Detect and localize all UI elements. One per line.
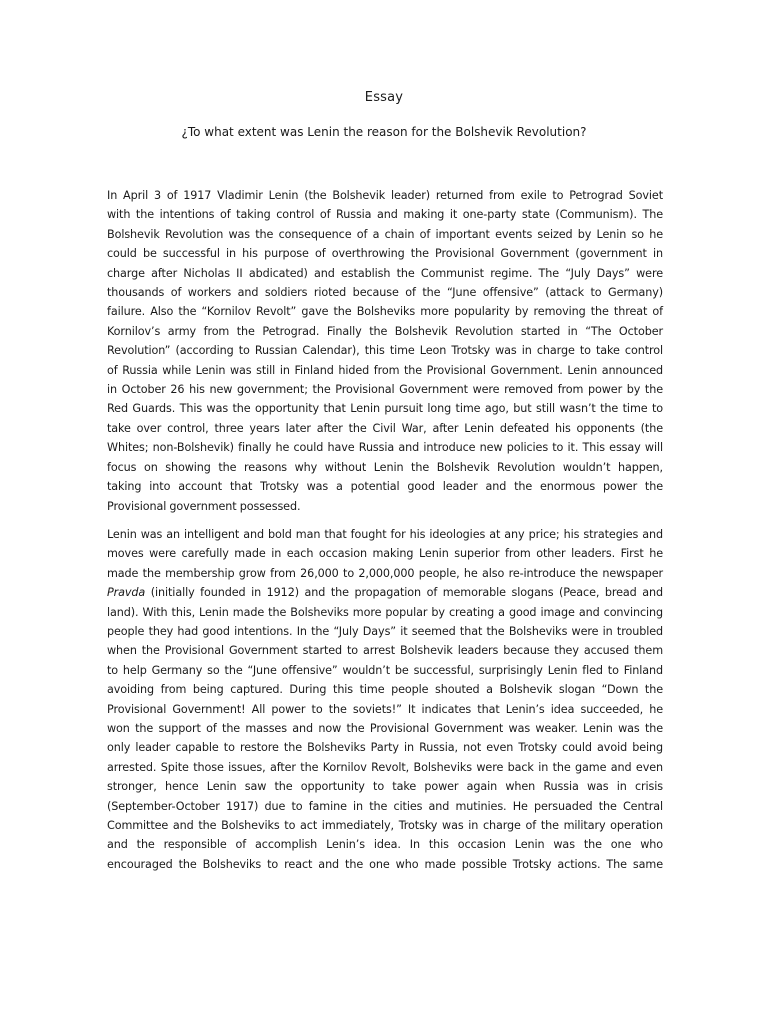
text-line: Kornilov’s army from the Petrograd. Finally the Bolshevik Revolution started in “The October: [107, 324, 663, 338]
text-line: take over control, three years later after the Civil War, after Lenin defeated his opponents (the: [107, 421, 663, 435]
text-line: with the intentions of taking control of Russia and making it one-party state (Communism). The: [107, 208, 663, 222]
text-line: only leader capable to restore the Bolsheviks Party in Russia, not even Trotsky could avoid being: [107, 741, 663, 755]
paragraph-1: [107, 186, 663, 516]
text-line: won the support of the masses and now the Provisional Government was weaker. Lenin was the: [107, 721, 663, 735]
essay-question: ¿To what extent was Lenin the reason for the Bolshevik Revolution?: [181, 125, 587, 139]
text-line: Provisional government possessed.: [107, 499, 301, 513]
essay-body: [107, 186, 663, 874]
text-line: Bolshevik Revolution was the consequence of a chain of important events seized by Lenin so he: [107, 227, 663, 241]
text-line: land). With this, Lenin made the Bolsheviks more popular by creating a good image and convincing: [107, 605, 663, 619]
text-line: Whites; non-Bolshevik) finally he could have Russia and introduce new policies to it. This essay will: [107, 441, 663, 455]
text-line: Lenin was an intelligent and bold man that fought for his ideologies at any price; his strategies and: [107, 527, 663, 541]
text-line: taking into account that Trotsky was a potential good leader and the enormous power the: [107, 480, 663, 494]
text-line: Committee and the Bolsheviks to act immediately, Trotsky was in charge of the military operation: [107, 819, 663, 832]
text-line: Provisional Government! All power to the soviets!” It indicates that Lenin’s idea succeeded, he: [107, 702, 663, 716]
text-line: Revolution” (according to Russian Calendar), this time Leon Trotsky was in charge to take control: [107, 344, 663, 358]
text-line: charge after Nicholas II abdicated) and establish the Communist regime. The “July Days” were: [107, 266, 663, 280]
text-line-with-italic: [107, 583, 663, 602]
text-line: made the membership grow from 26,000 to 2,000,000 people, he also re-introduce the newspaper: [107, 566, 663, 580]
text-line: to help Germany so the “June offensive” wouldn’t be successful, surprisingly Lenin fled to Finland: [107, 663, 663, 677]
text-line: encouraged the Bolsheviks to react and the one who made possible Trotsky actions. The same: [107, 857, 663, 871]
text-line: and the responsible of accomplish Lenin’s idea. In this occasion Lenin was the one who: [107, 838, 663, 852]
text-fragment: (initially founded in 1912) and the propagation of memorable slogans (Peace, bread and: [145, 586, 663, 600]
text-line: In April 3 of 1917 Vladimir Lenin (the Bolshevik leader) returned from exile to Petrograd Soviet: [107, 189, 663, 202]
text-line: when the Provisional Government started to arrest Bolshevik leaders because they accused them: [107, 644, 663, 658]
text-line: in October 26 his new government; the Provisional Government were removed from power by the: [107, 383, 663, 397]
text-line: avoiding from being captured. During this time people shouted a Bolshevik slogan “Down the: [107, 683, 663, 697]
text-line: of Russia while Lenin was still in Finland hided from the Provisional Government. Lenin announced: [107, 363, 663, 377]
text-line: thousands of workers and soldiers rioted because of the “June offensive” (attack to Germany): [107, 286, 663, 300]
text-line: stronger, hence Lenin saw the opportunity to take power again when Russia was in crisis: [107, 780, 663, 794]
essay-title: Essay: [364, 90, 404, 105]
text-line: arrested. Spite those issues, after the Kornilov Revolt, Bolsheviks were back in the game and even: [107, 760, 663, 774]
newspaper-title: Pravda: [107, 586, 146, 600]
text-line: moves were carefully made in each occasion making Lenin superior from other leaders. First he: [107, 547, 663, 561]
text-line: could be successful in his purpose of overthrowing the Provisional Government (government in: [107, 247, 663, 261]
text-line: focus on showing the reasons why without Lenin the Bolshevik Revolution wouldn’t happen,: [107, 460, 663, 474]
text-line: Red Guards. This was the opportunity that Lenin pursuit long time ago, but still wasn’t the time to: [107, 402, 663, 416]
text-line: failure. Also the “Kornilov Revolt” gave the Bolsheviks more popularity by removing the threat of: [107, 305, 663, 319]
text-line: (September-October 1917) due to famine in the cities and mutinies. He persuaded the Central: [107, 799, 663, 813]
paragraph-2: [107, 525, 663, 874]
text-line: people they had good intentions. In the “July Days” it seemed that the Bolsheviks were in troubled: [107, 624, 663, 638]
